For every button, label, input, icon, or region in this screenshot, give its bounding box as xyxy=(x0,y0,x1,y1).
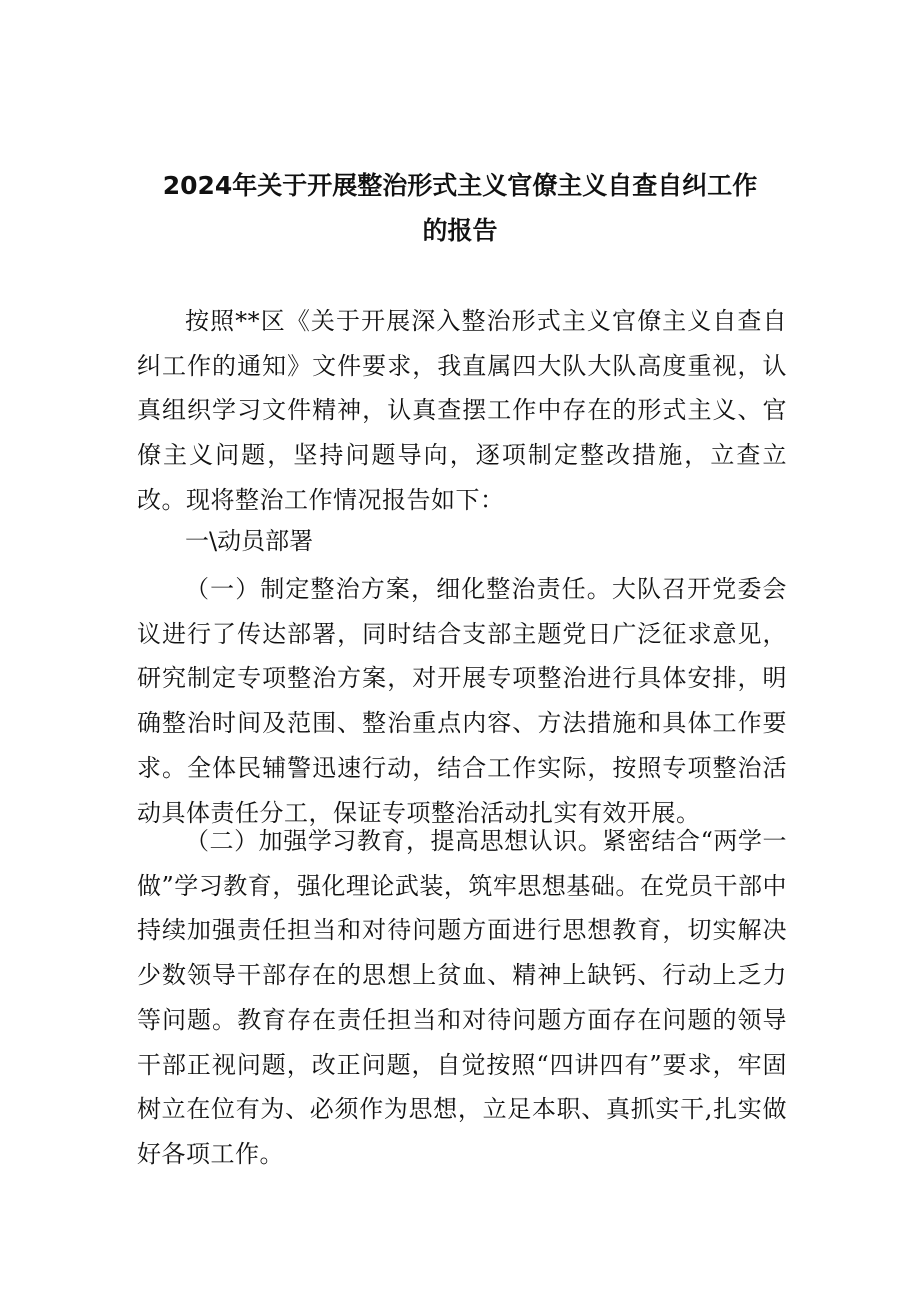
intro-paragraph-block xyxy=(137,299,787,523)
intro-paragraph: 按照**区《关于开展深入整治形式主义官僚主义自查自纠工作的通知》文件要求，我直属四大队大队高度重视，认真组织学习文件精神，认真查摆工作中存在的形式主义、官僚主义问题，坚持问题导向，逐项制定整改措施，立查立改。现将整治工作情况报告如下： xyxy=(137,307,787,514)
document-title-line-1: 2024年关于开展整治形式主义官僚主义自查自纠工作 xyxy=(162,171,758,200)
paragraph-block-2 xyxy=(137,819,787,1177)
section-heading-mobilization: 一\动员部署 xyxy=(185,527,314,555)
document-title-line-2: 的报告 xyxy=(422,216,498,245)
paragraph-plan: （一）制定整治方案，细化整治责任。大队召开党委会议进行了传达部署，同时结合支部主题党日广泛征求意见，研究制定专项整治方案，对开展专项整治进行具体安排，明确整治时间及范围、整治重点内容、方法措施和具体工作要求。全体民辅警迅速行动，结合工作实际，按照专项整治活动具体责任分工，保证专项整治活动扎实有效开展。 xyxy=(137,575,787,827)
paragraph-education: （二）加强学习教育，提高思想认识。紧密结合“两学一做”学习教育，强化理论武装，筑牢思想基础。在党员干部中持续加强责任担当和对待问题方面进行思想教育，切实解决少数领导干部存在的思想上贫血、精神上缺钙、行动上乏力等问题。教育存在责任担当和对待问题方面存在问题的领导干部正视问题，改正问题，自觉按照“四讲四有”要求，牢固树立在位有为、必须作为思想，立足本职、真抓实干,扎实做好各项工作。 xyxy=(137,827,787,1168)
paragraph-block-1 xyxy=(137,567,787,835)
